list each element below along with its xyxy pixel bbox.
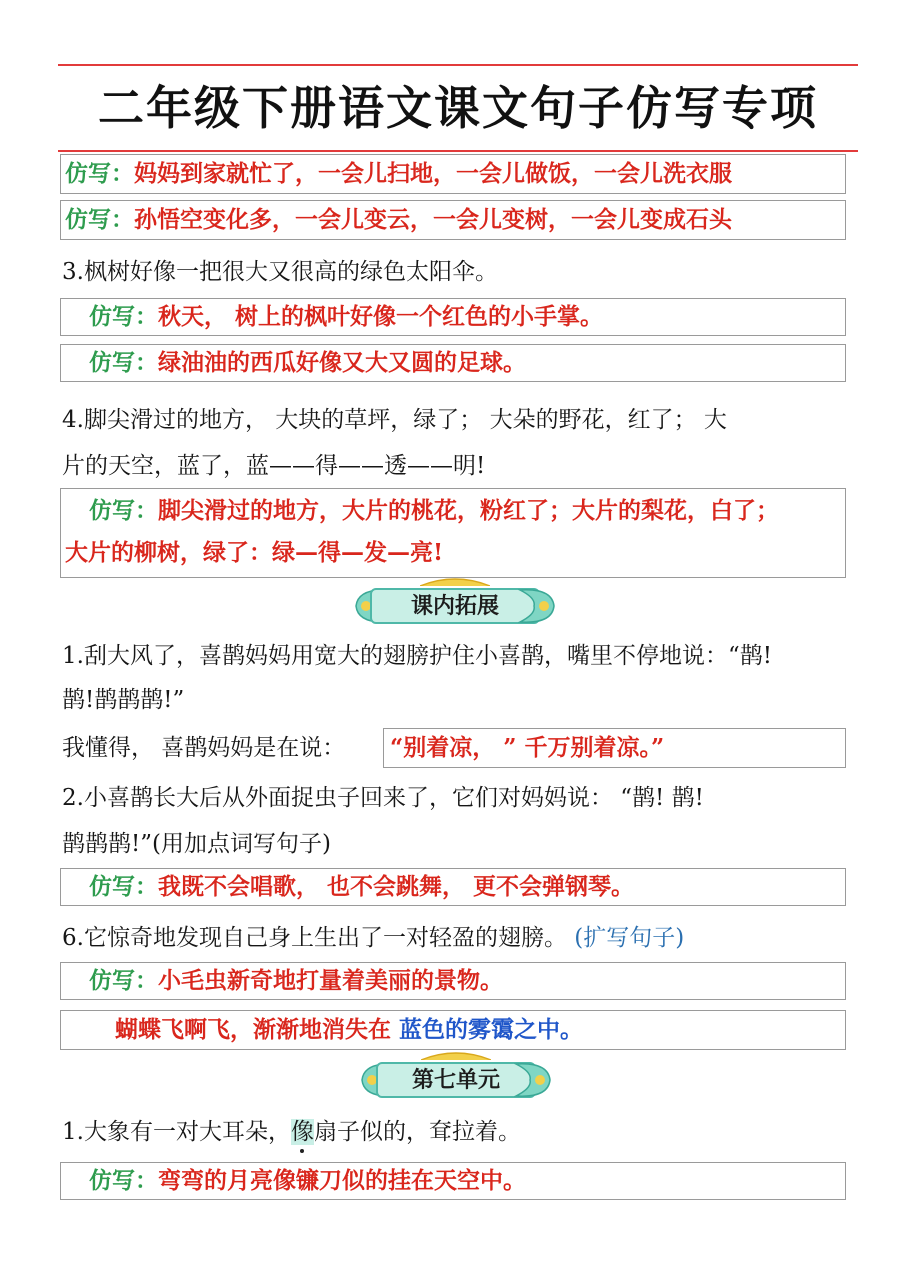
- answer-box-inline: [383, 728, 846, 768]
- extension-question-1-line-2: 鹊!鹊鹊鹊!”: [62, 687, 185, 713]
- extension-question-2-line-2: 鹊鹊鹊!”(用加点词写句子): [62, 831, 331, 857]
- banner-ornament-icon: [421, 1050, 491, 1060]
- banner-label: 课内拓展: [370, 588, 540, 624]
- top-rule: [58, 64, 858, 66]
- answer-text: 我既不会唱歌， 也不会跳舞， 更不会弹钢琴。: [158, 873, 635, 900]
- answer-label: 仿写：: [89, 349, 158, 376]
- answer-label: 仿写：: [65, 160, 134, 187]
- answer-text: 秋天， 树上的枫叶好像一个红色的小手掌。: [158, 303, 604, 330]
- question-6-hint: (扩写句子): [574, 925, 685, 951]
- answer-box-2: [60, 200, 846, 240]
- answer-text-line-2: 大片的柳树，绿了：绿—得—发—亮!: [65, 539, 444, 566]
- answer-box-8: [60, 1010, 846, 1050]
- emphasis-dot-icon: [300, 1149, 304, 1153]
- answer-box-7: [60, 962, 846, 1000]
- answer-text: 妈妈到家就忙了，一会儿扫地，一会儿做饭，一会儿洗衣服: [134, 160, 732, 187]
- title-underline: [58, 150, 858, 152]
- emphasized-word: [291, 1119, 314, 1145]
- answer-text: “别着凉， ” 千万别着凉。”: [390, 734, 665, 761]
- answer-box-9: [60, 1162, 846, 1200]
- section-banner-classroom-extension: [352, 584, 558, 628]
- page-title: 二年级下册语文课文句子仿写专项: [98, 81, 818, 135]
- answer-label: 仿写：: [89, 303, 158, 330]
- unit-7-question-1: [62, 1110, 852, 1154]
- answer-text: 弯弯的月亮像镰刀似的挂在天空中。: [158, 1167, 526, 1194]
- question-4-line-2: 片的天空，蓝了，蓝——得——透——明!: [62, 453, 486, 479]
- extension-question-2-line-1: 2.小喜鹊长大后从外面捉虫子回来了，它们对妈妈说： “鹊! 鹊!: [62, 785, 704, 811]
- banner-scroll-right-icon: [514, 1058, 554, 1102]
- answer-label: 仿写：: [89, 873, 158, 900]
- question-3: 3.枫树好像一把很大又很高的绿色太阳伞。: [62, 259, 498, 285]
- answer-text: 孙悟空变化多，一会儿变云，一会儿变树，一会儿变成石头: [134, 206, 732, 233]
- question-text-pre: 1.大象有一对大耳朵，: [62, 1119, 291, 1145]
- banner-scroll-right-icon: [518, 584, 558, 628]
- answer-label: 仿写：: [65, 206, 134, 233]
- question-6: [62, 916, 852, 960]
- banner-ornament-icon: [420, 576, 490, 586]
- answer-box-3: [60, 298, 846, 336]
- section-banner-unit-7: [358, 1058, 554, 1102]
- emphasized-word-text: 像: [290, 1119, 314, 1145]
- answer-box-1: [60, 154, 846, 194]
- answer-box-6: [60, 868, 846, 906]
- extension-question-1-line-1: 1.刮大风了，喜鹊妈妈用宽大的翅膀护住小喜鹊，嘴里不停地说：“鹊!: [62, 643, 772, 669]
- question-text-post: 扇子似的，耷拉着。: [313, 1119, 521, 1145]
- answer-text: 蝴蝶飞啊飞，渐渐地消失在: [115, 1016, 400, 1043]
- question-4-line-1: 4.脚尖滑过的地方， 大块的草坪，绿了； 大朵的野花，红了； 大: [62, 407, 727, 433]
- question-6-text: 6.它惊奇地发现自己身上生出了一对轻盈的翅膀。: [62, 925, 567, 951]
- banner-label: 第七单元: [376, 1062, 536, 1098]
- answer-box-5: [60, 488, 846, 578]
- answer-text-blue: 蓝色的雾霭之中。: [399, 1016, 584, 1043]
- extension-prompt: 我懂得， 喜鹊妈妈是在说：: [62, 735, 346, 761]
- answer-text: 绿油油的西瓜好像又大又圆的足球。: [158, 349, 526, 376]
- answer-box-4: [60, 344, 846, 382]
- answer-label: 仿写：: [89, 1167, 158, 1194]
- answer-label: 仿写：: [89, 967, 158, 994]
- answer-label: 仿写：: [89, 497, 158, 524]
- answer-text-line-1: 脚尖滑过的地方，大片的桃花，粉红了；大片的梨花，白了；: [158, 497, 779, 524]
- answer-text: 小毛虫新奇地打量着美丽的景物。: [158, 967, 503, 994]
